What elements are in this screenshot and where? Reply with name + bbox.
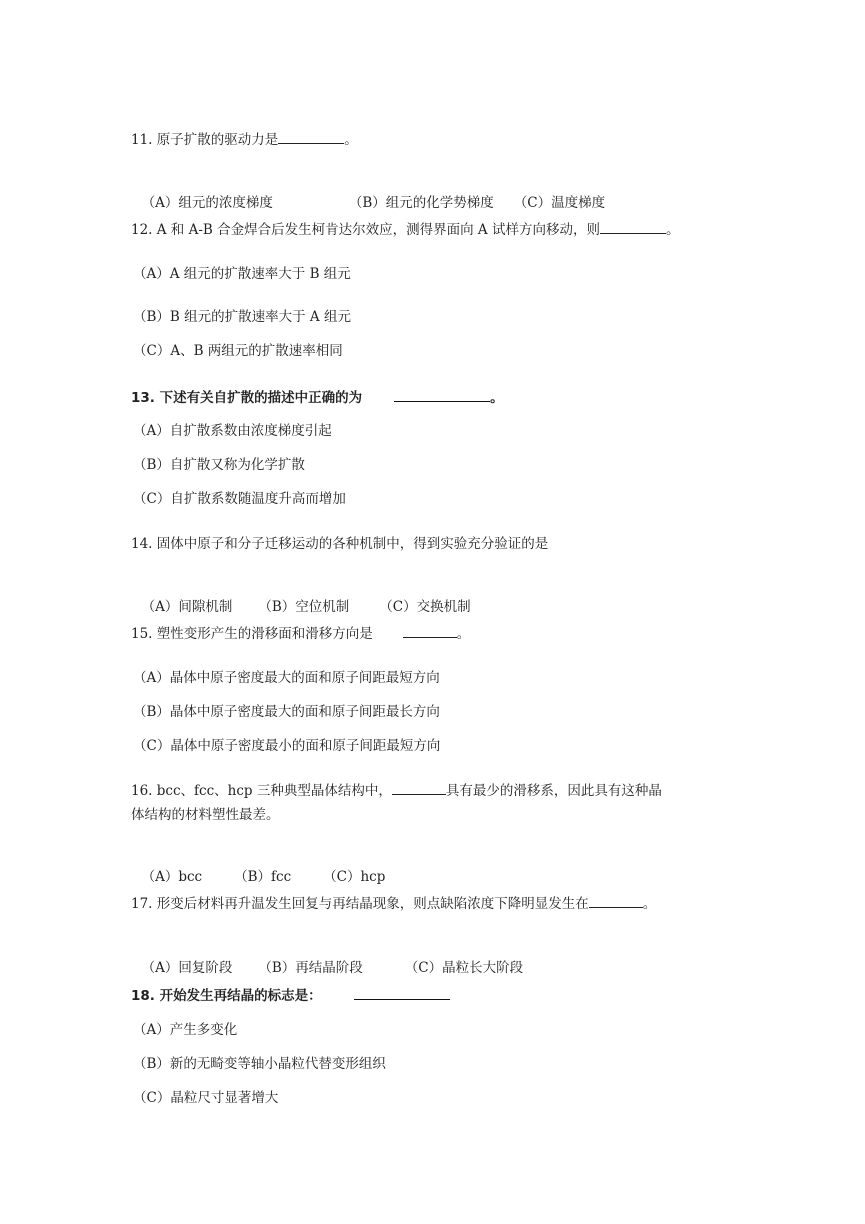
question-11-options	[133, 176, 605, 212]
question-16-options	[133, 850, 385, 886]
question-18-option-b[interactable]: （B）新的无畸变等轴小晶粒代替变形组织	[133, 1056, 386, 1072]
question-12-stem: 12. A 和 A-B 合金焊合后发生柯肯达尔效应，测得界面向 A 试样方向移动，则 。	[131, 222, 680, 238]
option-c[interactable]: （C）晶粒长大阶段	[404, 960, 524, 976]
option-b[interactable]: （B）再结晶阶段	[258, 960, 363, 976]
answer-blank[interactable]	[278, 131, 344, 144]
question-15-option-b[interactable]: （B）晶体中原子密度最大的面和原子间距最长方向	[133, 704, 440, 720]
answer-blank[interactable]	[394, 389, 490, 402]
option-b[interactable]: （B）fcc	[234, 869, 292, 885]
question-12-option-c[interactable]: （C）A、B 两组元的扩散速率相同	[133, 343, 343, 359]
question-15-option-a[interactable]: （A）晶体中原子密度最大的面和原子间距最短方向	[133, 670, 440, 686]
question-14-options	[133, 580, 471, 616]
option-b[interactable]: （B）空位机制	[258, 599, 350, 615]
option-b[interactable]: （B）组元的化学势梯度	[348, 195, 494, 211]
question-15-stem: 15. 塑性变形产生的滑移面和滑移方向是 。	[131, 626, 471, 642]
question-18-stem: 18. 开始发生再结晶的标志是：	[131, 987, 450, 1005]
question-13-stem: 13. 下述有关自扩散的描述中正确的为 。	[131, 390, 504, 406]
question-13-option-a[interactable]: （A）自扩散系数由浓度梯度引起	[133, 423, 332, 439]
option-c[interactable]: （C）交换机制	[379, 599, 471, 615]
option-c[interactable]: （C）hcp	[323, 869, 386, 885]
question-12-option-b[interactable]: （B）B 组元的扩散速率大于 A 组元	[133, 309, 351, 325]
question-11-stem: 11. 原子扩散的驱动力是 。	[131, 132, 358, 148]
answer-blank[interactable]	[589, 895, 643, 908]
question-13-option-c[interactable]: （C）自扩散系数随温度升高而增加	[133, 491, 346, 507]
question-18-option-c[interactable]: （C）晶粒尺寸显著增大	[133, 1090, 279, 1106]
question-13-option-b[interactable]: （B）自扩散又称为化学扩散	[133, 457, 305, 473]
question-18-option-a[interactable]: （A）产生多变化	[133, 1022, 238, 1038]
question-14-stem: 14. 固体中原子和分子迁移运动的各种机制中，得到实验充分验证的是	[131, 536, 549, 552]
option-a[interactable]: （A）组元的浓度梯度	[141, 195, 273, 211]
option-c[interactable]: （C）温度梯度	[513, 195, 606, 211]
question-17-options	[133, 941, 523, 977]
answer-blank[interactable]	[600, 221, 666, 234]
question-16-stem-line-1: 16. bcc、fcc、hcp 三种典型晶体结构中， 具有最少的滑移系，因此具有这种晶	[131, 783, 662, 799]
question-15-option-c[interactable]: （C）晶体中原子密度最小的面和原子间距最短方向	[133, 738, 441, 754]
answer-blank[interactable]	[403, 625, 457, 638]
question-17-stem: 17. 形变后材料再升温发生回复与再结晶现象，则点缺陷浓度下降明显发生在 。	[131, 896, 657, 912]
answer-blank[interactable]	[392, 782, 446, 795]
question-12-option-a[interactable]: （A）A 组元的扩散速率大于 B 组元	[133, 266, 351, 282]
option-a[interactable]: （A）bcc	[141, 869, 203, 885]
answer-blank[interactable]	[354, 987, 450, 1000]
question-16-stem-line-2: 体结构的材料塑性最差。	[131, 807, 280, 823]
option-a[interactable]: （A）回复阶段	[141, 960, 233, 976]
option-a[interactable]: （A）间隙机制	[141, 599, 233, 615]
